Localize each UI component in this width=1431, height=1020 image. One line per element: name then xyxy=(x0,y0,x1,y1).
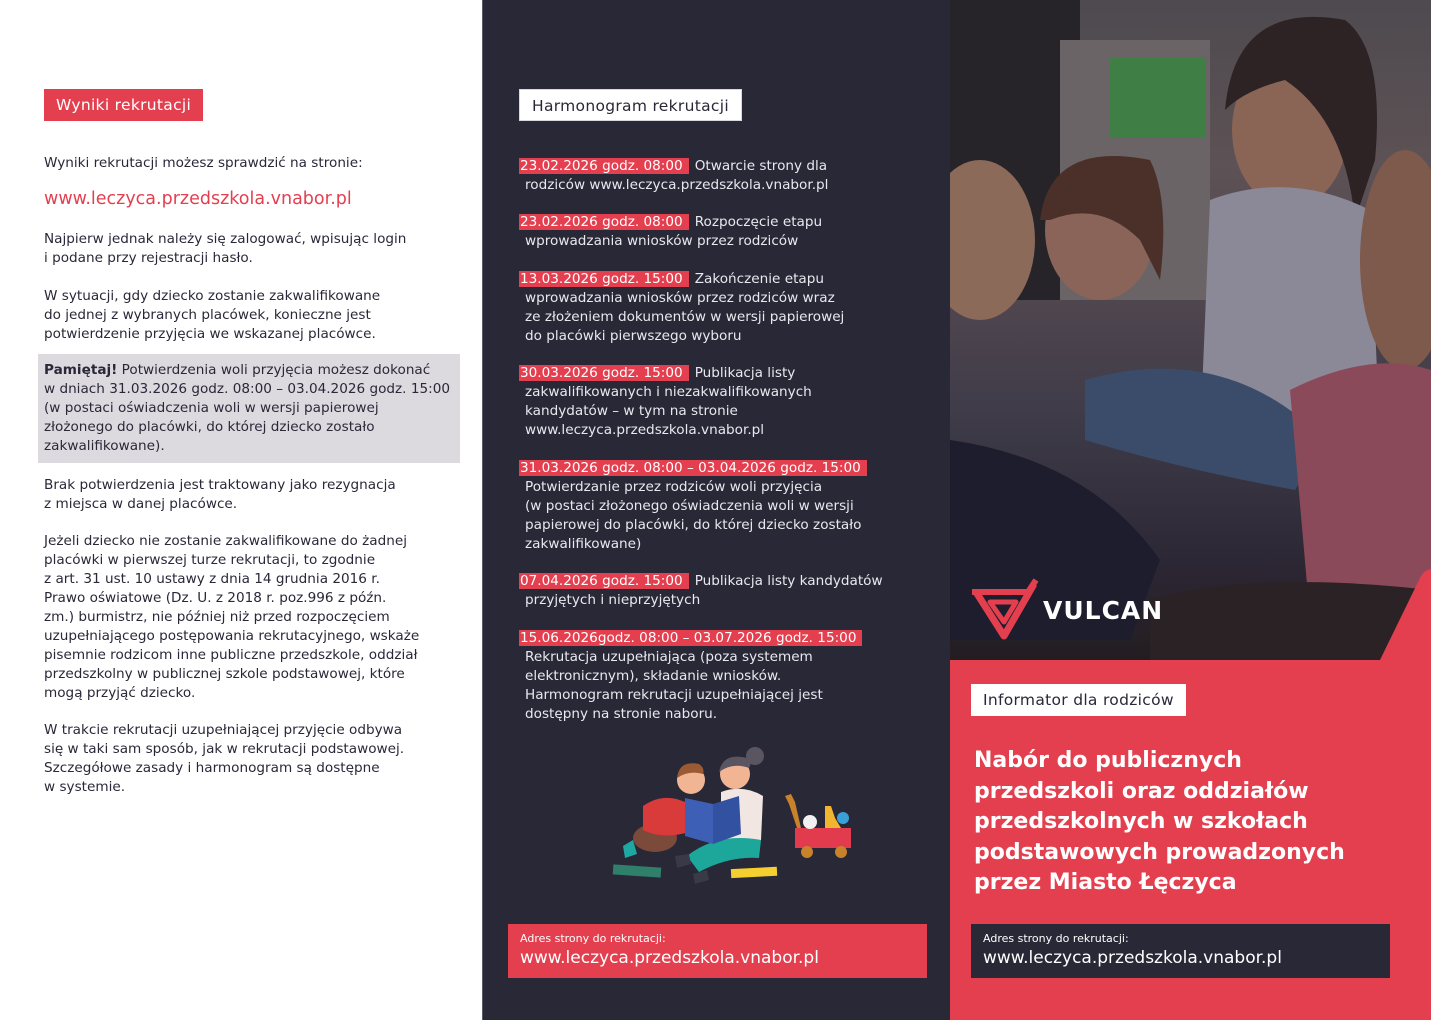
schedule-item xyxy=(519,155,909,195)
schedule-title: Publikacja listy kandydatów xyxy=(694,573,883,589)
supplementary-paragraph xyxy=(44,721,464,797)
schedule-desc-line: dostępny na stronie naboru. xyxy=(525,706,718,722)
schedule-desc-line: Harmonogram rekrutacji uzupełniającej jest xyxy=(525,687,823,703)
text-line: Prawo oświatowe (Dz. U. z 2018 r. poz.996 z późn. xyxy=(44,590,387,606)
text-line: potwierdzenie przyjęcia we wskazanej placówce. xyxy=(44,326,376,342)
girl-shoe xyxy=(675,854,691,868)
girl-shoe xyxy=(693,870,709,884)
schedule-desc-line: (w postaci złożonego oświadczenia woli w wersji xyxy=(525,498,854,514)
text-line: Jeżeli dziecko nie zostanie zakwalifikowane do żadnej xyxy=(44,533,407,549)
text-line: w dniach 31.03.2026 godz. 08:00 – 03.04.2026 godz. 15:00 xyxy=(44,381,451,397)
text-line: zakwalifikowane). xyxy=(44,438,165,454)
headline-line: przedszkolnych w szkołach xyxy=(974,809,1308,834)
text-line: w systemie. xyxy=(44,779,126,795)
schedule-title: Otwarcie strony dla xyxy=(694,158,828,174)
address-label: Adres strony do rekrutacji: xyxy=(520,932,666,945)
cover-panel xyxy=(950,0,1431,1020)
headline-line: podstawowych prowadzonych xyxy=(974,839,1345,865)
schedule-desc-line: Potwierdzanie przez rodziców woli przyjęcia xyxy=(525,479,823,495)
wagon-wheel xyxy=(801,846,813,858)
text-line: złożonego do placówki, do której dziecko zostało xyxy=(44,419,375,435)
toy-bird xyxy=(837,812,849,824)
address-label: Adres strony do rekrutacji: xyxy=(983,932,1129,945)
text-line: W trakcie rekrutacji uzupełniającej przyjęcie odbywa xyxy=(44,722,403,738)
remember-label: Pamiętaj! xyxy=(44,362,118,378)
schedule-section-title: Harmonogram rekrutacji xyxy=(519,89,742,121)
schedule-desc-line: www.leczyca.przedszkola.vnabor.pl xyxy=(525,422,765,438)
schedule-desc-line: przyjętych i nieprzyjętych xyxy=(525,592,701,608)
no-confirmation-paragraph xyxy=(44,476,464,514)
text-line: zm.) burmistrz, nie później niż przed rozpoczęciem xyxy=(44,609,390,625)
text-line: Brak potwierdzenia jest traktowany jako rezygnacja xyxy=(44,477,396,493)
schedule-date: 07.04.2026 godz. 15:00 xyxy=(519,573,689,589)
text-line: uzupełniającego postępowania rekrutacyjnego, wskaże xyxy=(44,628,420,644)
results-section-title: Wyniki rekrutacji xyxy=(44,89,203,121)
schedule-desc-line: wprowadzania wniosków przez rodziców xyxy=(525,233,799,249)
schedule-panel xyxy=(482,0,950,1020)
boy-body xyxy=(643,798,689,836)
text-line: Najpierw jednak należy się zalogować, wpisując login xyxy=(44,231,407,247)
text-line xyxy=(44,361,454,380)
recruitment-address-box-dark xyxy=(971,924,1390,978)
schedule-item xyxy=(519,627,909,724)
results-intro: Wyniki rekrutacji możesz sprawdzić na stronie: xyxy=(44,155,363,171)
schedule-desc-line: elektronicznym), składanie wniosków. xyxy=(525,668,782,684)
headline-line: przedszkoli oraz oddziałów xyxy=(974,778,1309,804)
green-book xyxy=(613,864,662,877)
schedule-title: Rozpoczęcie etapu xyxy=(694,214,823,230)
vulcan-logo-text: VULCAN xyxy=(1043,596,1164,625)
text-line: z miejsca w danej placówce. xyxy=(44,496,238,512)
schedule-date: 31.03.2026 godz. 08:00 – 03.04.2026 godz. 15:00 xyxy=(519,460,867,476)
recruitment-address-box xyxy=(508,924,927,978)
remember-note xyxy=(38,354,460,463)
schedule-desc-line: rodziców www.leczyca.przedszkola.vnabor.pl xyxy=(525,177,829,193)
login-paragraph xyxy=(44,230,464,268)
address-url-link[interactable]: www.leczyca.przedszkola.vnabor.pl xyxy=(983,948,1282,968)
children-reading-illustration xyxy=(603,738,853,888)
text-line: się w taki sam sposób, jak w rekrutacji podstawowej. xyxy=(44,741,405,757)
text-line: W sytuacji, gdy dziecko zostanie zakwalifikowane xyxy=(44,288,381,304)
address-url-link[interactable]: www.leczyca.przedszkola.vnabor.pl xyxy=(520,948,819,968)
schedule-desc-line: Rekrutacja uzupełniająca (poza systemem xyxy=(525,649,813,665)
text-line: (w postaci oświadczenia woli w wersji papierowej xyxy=(44,400,379,416)
wagon-wheel xyxy=(835,846,847,858)
remember-text: Potwierdzenia woli przyjęcia możesz dokonać xyxy=(117,362,431,378)
qualification-paragraph xyxy=(44,287,464,344)
girl-legs xyxy=(687,838,761,872)
toy-wagon xyxy=(795,828,851,848)
schedule-desc-line: papierowej do placówki, do której dziecko zostało xyxy=(525,517,862,533)
yellow-book xyxy=(731,867,777,878)
text-line: z art. 31 ust. 10 ustawy z dnia 14 grudnia 2016 r. xyxy=(44,571,380,587)
schedule-item xyxy=(519,362,909,440)
schedule-item xyxy=(519,570,909,610)
schedule-item xyxy=(519,211,909,251)
open-book xyxy=(685,798,713,844)
schedule-desc-line: kandydatów – w tym na stronie xyxy=(525,403,738,419)
text-line: przedszkolny w publicznej szkole podstawowej, które xyxy=(44,666,405,682)
text-line: do jednej z wybranych placówek, konieczne jest xyxy=(44,307,371,323)
schedule-item xyxy=(519,268,909,346)
schedule-desc-line: zakwalifikowane) xyxy=(525,536,642,552)
schedule-desc-line: do placówki pierwszego wyboru xyxy=(525,328,742,344)
text-line: placówki w pierwszej turze rekrutacji, to zgodnie xyxy=(44,552,376,568)
headline-line: Nabór do publicznych xyxy=(974,748,1242,773)
schedule-date: 15.06.2026godz. 08:00 – 03.07.2026 godz. 15:00 xyxy=(519,630,862,646)
schedule-title: Zakończenie etapu xyxy=(694,271,824,287)
text-line: mogą przyjąć dziecko. xyxy=(44,685,196,701)
text-line: pisemnie rodzicom inne publiczne przedszkole, oddział xyxy=(44,647,418,663)
schedule-desc-line: wprowadzania wniosków przez rodziców wraz xyxy=(525,290,835,306)
headline-line: przez Miasto Łęczyca xyxy=(974,870,1237,895)
baseball xyxy=(803,815,817,829)
informator-tag: Informator dla rodziców xyxy=(971,684,1186,716)
results-url-link[interactable]: www.leczyca.przedszkola.vnabor.pl xyxy=(44,189,352,209)
schedule-date: 23.02.2026 godz. 08:00 xyxy=(519,158,689,174)
text-line: i podane przy rejestracji hasło. xyxy=(44,250,253,266)
toy-shovel xyxy=(785,794,801,828)
schedule-desc-line: zakwalifikowanych i niezakwalifikowanych xyxy=(525,384,812,400)
schedule-item xyxy=(519,457,909,554)
text-line: Szczegółowe zasady i harmonogram są dostępne xyxy=(44,760,380,776)
schedule-date: 23.02.2026 godz. 08:00 xyxy=(519,214,689,230)
cover-headline xyxy=(974,746,1414,899)
schedule-date: 13.03.2026 godz. 15:00 xyxy=(519,271,689,287)
girl-ponytail xyxy=(746,747,764,765)
results-panel xyxy=(0,0,482,1020)
schedule-title: Publikacja listy xyxy=(694,365,796,381)
not-qualified-paragraph xyxy=(44,532,464,703)
schedule-desc-line: ze złożeniem dokumentów w wersji papierowej xyxy=(525,309,845,325)
schedule-date: 30.03.2026 godz. 15:00 xyxy=(519,365,689,381)
